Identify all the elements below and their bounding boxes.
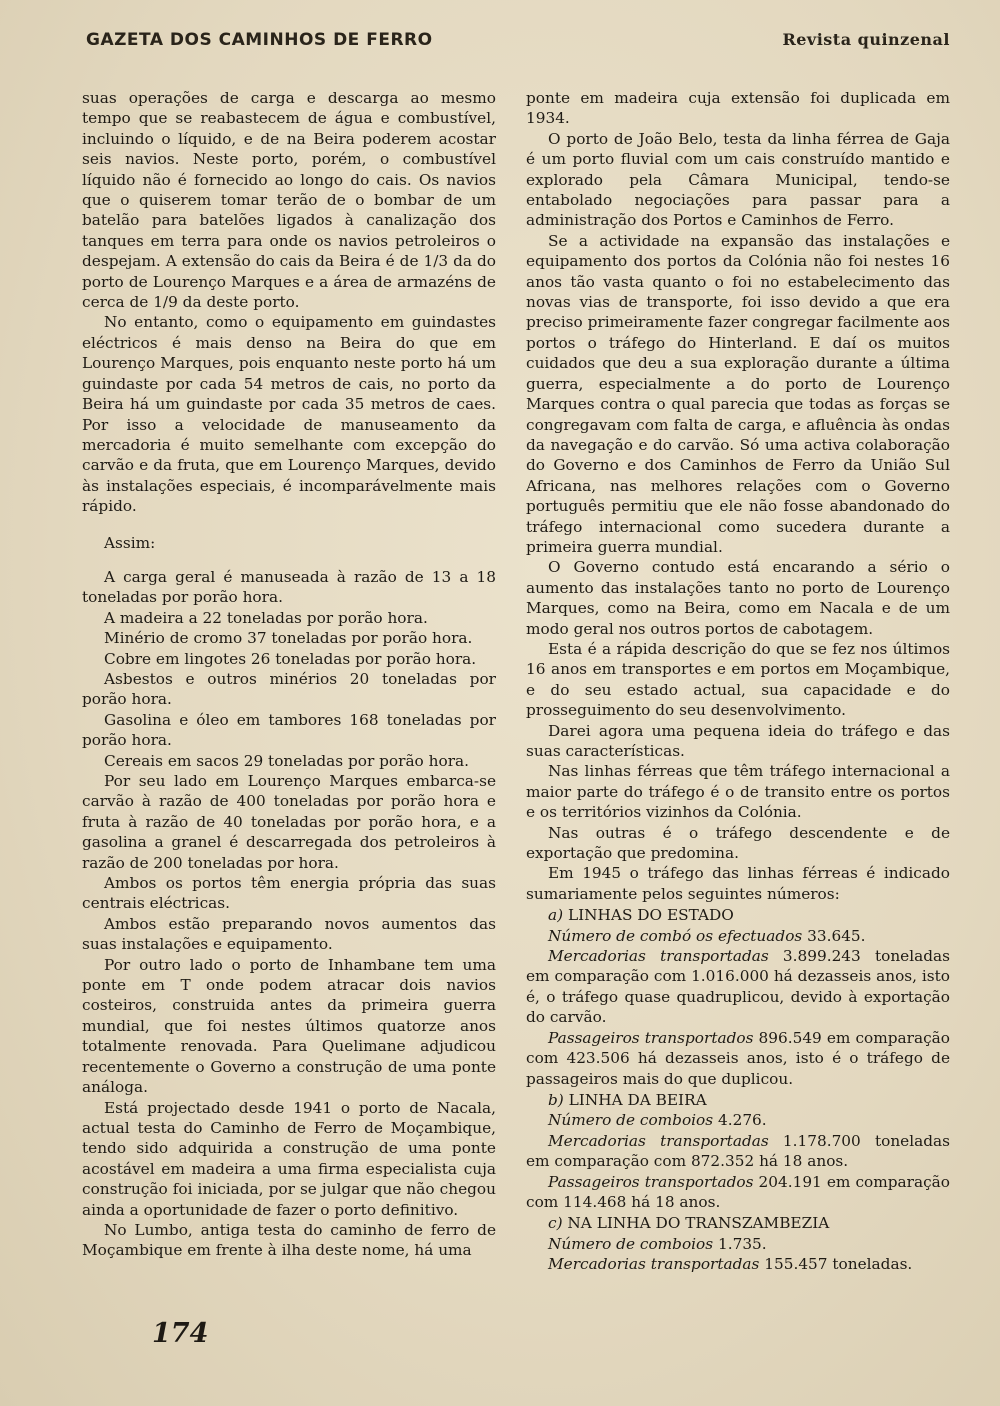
stat-label: Número de comboios bbox=[548, 1234, 714, 1253]
section-heading-estado bbox=[526, 905, 950, 925]
paragraph: Cereais em sacos 29 toneladas por porão hora. bbox=[104, 751, 469, 770]
stat-value: 33.645. bbox=[807, 926, 866, 945]
stat-line bbox=[526, 926, 950, 946]
section-title: Revista quinzenal bbox=[782, 30, 950, 49]
stat-value: 1.735. bbox=[718, 1234, 767, 1253]
stat-paragraph bbox=[526, 1254, 950, 1274]
paragraph: Minério de cromo 37 toneladas por porão hora. bbox=[104, 629, 473, 648]
heading-text: NA LINHA DO TRANSZAMBEZIA bbox=[567, 1214, 830, 1233]
stat-label: Número de combó os efectuados bbox=[548, 926, 803, 945]
paragraph: ponte em madeira cuja extensão foi duplicada em 1934. bbox=[526, 89, 950, 128]
heading-text: LINHA DA BEIRA bbox=[568, 1090, 707, 1109]
stat-label: Mercadorias transportadas bbox=[548, 1255, 760, 1274]
stat-paragraph bbox=[526, 1172, 950, 1213]
paragraph: Por outro lado o porto de Inhambane tem uma ponte em T onde podem atracar dois navios costeiros, construida antes da primeira guerra mundial, que foi nestes últimos quatorze anos totalmente renovada. Para Quelimane adjudicou recentemente o Governo a construção de uma ponte análoga. bbox=[82, 955, 496, 1097]
stat-value: 1.178.700 toneladas em comparação com 872.352 há 18 anos. bbox=[526, 1131, 950, 1171]
heading-letter: c) bbox=[548, 1214, 563, 1233]
paragraph: A carga geral é manuseada à razão de 13 a 18 toneladas por porão hora. bbox=[82, 567, 496, 607]
paragraph: Cobre em lingotes 26 toneladas por porão hora. bbox=[104, 649, 477, 668]
paragraph: Por seu lado em Lourenço Marques embarca-se carvão à razão de 400 toneladas por porão hora e fruta à razão de 40 toneladas por porão hora, e a gasolina a granel é descarregada dos petroleiros à razão de 200 toneladas por hora. bbox=[82, 772, 496, 872]
stat-paragraph bbox=[526, 1028, 950, 1089]
paragraph: No entanto, como o equipamento em guindastes eléctricos é mais denso na Beira do que em Lourenço Marques, pois enquanto neste porto há um guindaste por cada 54 metros de cais, no porto da Beira há um guindaste por cada 35 metros de caes. Por isso a velocidade de manuseamento da mercadoria é muito semelhante com excepção do carvão e da fruta, que em Lourenço Marques, devido às instalações especiais, é incomparávelmente mais rápido. bbox=[82, 313, 496, 516]
stat-value: 3.899.243 toneladas em comparação com 1.016.000 há dezasseis anos, isto é, o tráfego quase quadruplicou, devido à exportação do carvão. bbox=[526, 947, 950, 1027]
journal-title: GAZETA DOS CAMINHOS DE FERRO bbox=[86, 30, 433, 50]
stat-label: Passageiros transportados bbox=[548, 1172, 754, 1191]
left-column bbox=[82, 88, 496, 1261]
paragraph: Darei agora uma pequena ideia do tráfego e das suas características. bbox=[526, 721, 950, 760]
section-heading-transzambezia bbox=[526, 1213, 950, 1233]
paragraph: Está projectado desde 1941 o porto de Nacala, actual testa do Caminho de Ferro de Moçambique, tendo sido adquirida a construção de uma ponte acostável em madeira a uma firma especialista cuja construção foi iniciada, por se julgar que não chegou ainda a oportunidade de fazer o porto definitivo. bbox=[82, 1098, 496, 1219]
stat-label: Número de comboios bbox=[548, 1111, 714, 1130]
paragraph: Nas linhas férreas que têm tráfego internacional a maior parte do tráfego é o de transito entre os portos e os territórios vizinhos da Colónia. bbox=[526, 762, 950, 822]
paragraph: A madeira a 22 toneladas por porão hora. bbox=[104, 608, 428, 627]
paragraph: Assim: bbox=[104, 533, 156, 552]
heading-text: LINHAS DO ESTADO bbox=[567, 906, 734, 925]
paragraph: suas operações de carga e descarga ao mesmo tempo que se reabastecem de água e combustível, incluindo o líquido, e de na Beira poderem acostar seis navios. Neste porto, porém, o combustível líquido não é fornecido ao longo do cais. Os navios que o quiserem tomar terão de o bombar de um batelão para batelões ligados à canalização dos tanques em terra para onde os navios petroleiros o despejam. A extensão do cais da Beira é de 1/3 da do porto de Lourenço Marques e a área de armazéns de cerca de 1/9 da deste porto. bbox=[82, 89, 496, 312]
heading-letter: b) bbox=[548, 1090, 564, 1109]
stat-paragraph bbox=[526, 946, 950, 1028]
paragraph: Ambos estão preparando novos aumentos das suas instalações e equipamento. bbox=[82, 914, 496, 954]
paragraph: Se a actividade na expansão das instalações e equipamento dos portos da Colónia não foi nestes 16 anos tão vasta quanto o foi no estabelecimento das novas vias de transporte, foi isso devido a que era preciso primeiramente fazer congregar facilmente aos portos o tráfego do Hinterland. E daí os muitos cuidados que deu a sua exploração durante a última guerra, especialmente a do porto de Lourenço Marques contra o qual parecia que todas as forças se congregavam com falta de carga, e afluência às ondas da navegação e do carvão. Só uma activa colaboração do Governo e dos Caminhos de Ferro da União Sul Africana, nas melhores relações com o Governo português permitiu que ele não fosse abandonado do tráfego internacional como sucedera durante a primeira guerra mundial. bbox=[526, 231, 950, 556]
stat-value: 204.191 em comparação com 114.468 há 18 anos. bbox=[526, 1172, 951, 1211]
stat-line bbox=[526, 1234, 950, 1254]
stat-line bbox=[526, 1110, 950, 1130]
section-heading-beira bbox=[526, 1090, 950, 1110]
paragraph: Gasolina e óleo em tambores 168 toneladas por porão hora. bbox=[82, 710, 496, 750]
paragraph: O Governo contudo está encarando a sério o aumento das instalações tanto no porto de Lourenço Marques, como na Beira, como em Nacala e de um modo geral nos outros portos de cabotagem. bbox=[526, 558, 950, 638]
stat-label: Mercadorias transportadas bbox=[548, 1131, 769, 1150]
running-head bbox=[86, 26, 950, 56]
paragraph: Asbestos e outros minérios 20 toneladas por porão hora. bbox=[82, 669, 496, 709]
stat-label: Passageiros transportados bbox=[548, 1028, 754, 1047]
stat-value: 155.457 toneladas. bbox=[764, 1255, 913, 1274]
paragraph: Nas outras é o tráfego descendente e de exportação que predomina. bbox=[526, 823, 950, 863]
stat-value: 4.276. bbox=[718, 1111, 767, 1130]
paragraph: No Lumbo, antiga testa do caminho de ferro de Moçambique em frente à ilha deste nome, há uma bbox=[82, 1220, 496, 1260]
stat-label: Mercadorias transportadas bbox=[548, 947, 769, 966]
paragraph: Esta é a rápida descrição do que se fez nos últimos 16 anos em transportes e em portos em Moçambique, e do seu estado actual, sua capacidade e do prosseguimento do seu desenvolvimento. bbox=[526, 639, 950, 720]
heading-letter: a) bbox=[548, 906, 564, 925]
stat-value: 896.549 em comparação com 423.506 há dezasseis anos, isto é o tráfego de passageiros mais do que duplicou. bbox=[526, 1028, 951, 1088]
paragraph: Ambos os portos têm energia própria das suas centrais eléctricas. bbox=[82, 874, 496, 913]
paragraph: O porto de João Belo, testa da linha férrea de Gaja é um porto fluvial com um cais construído mantido e explorado pela Câmara Municipal, tendo-se entabolado negociações para passar para a administração dos Portos e Caminhos de Ferro. bbox=[526, 129, 950, 230]
right-column bbox=[526, 88, 950, 1275]
paragraph: Em 1945 o tráfego das linhas férreas é indicado sumariamente pelos seguintes números: bbox=[526, 864, 950, 903]
page-number: 174 bbox=[152, 1318, 209, 1349]
stat-paragraph bbox=[526, 1131, 950, 1172]
